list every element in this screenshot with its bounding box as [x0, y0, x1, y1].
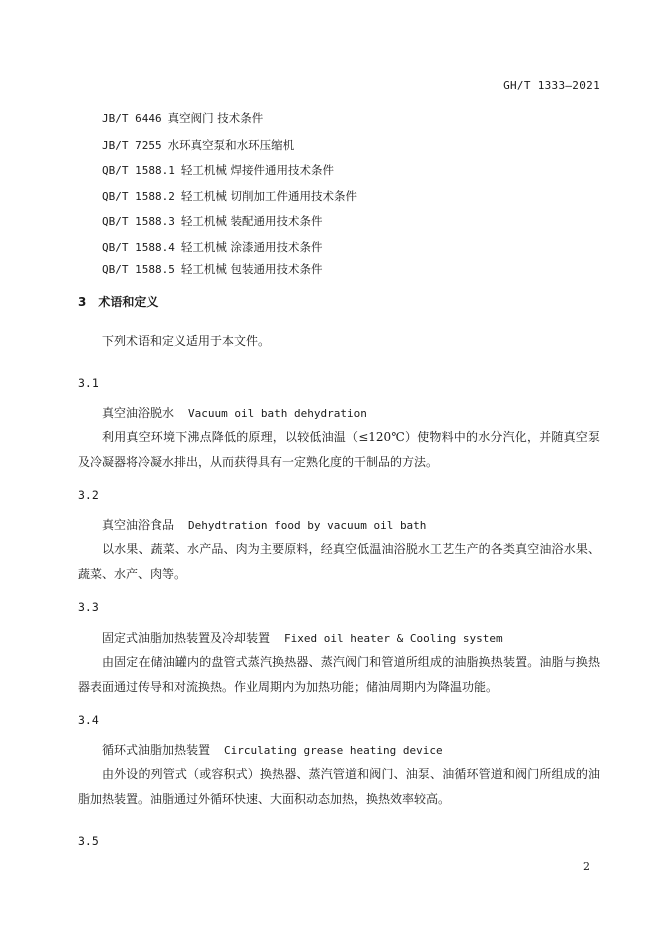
term-zh: 真空油浴食品: [102, 518, 175, 532]
reference-code: JB/T 6446: [102, 112, 162, 125]
section-number: 3: [78, 295, 87, 309]
reference-item: [102, 239, 323, 255]
term-number: 3.5: [78, 834, 99, 848]
intro-paragraph: 下列术语和定义适用于本文件。: [102, 334, 271, 348]
term-number: 3.2: [78, 488, 99, 502]
term-en: Fixed oil heater & Cooling system: [284, 632, 503, 645]
reference-item: [102, 110, 263, 126]
term-en: Circulating grease heating device: [224, 744, 443, 757]
term-definition: 由固定在储油罐内的盘管式蒸汽换热器、蒸汽阀门和管道所组成的油脂换热装置。油脂与换热器表面通过传导和对流换热。作业周期内为加热功能；储油周期内为降温功能。: [78, 655, 600, 694]
term-title: [102, 741, 443, 758]
reference-item: [102, 137, 294, 153]
reference-code: QB/T 1588.5: [102, 263, 175, 276]
reference-title: 水环真空泵和水环压缩机: [167, 138, 295, 152]
reference-title: 真空阀门 技术条件: [167, 111, 264, 125]
reference-item: [102, 261, 323, 277]
term-en: Vacuum oil bath dehydration: [188, 407, 367, 420]
term-title: [102, 516, 426, 533]
reference-title: 轻工机械 切削加工件通用技术条件: [180, 189, 358, 203]
reference-code: QB/T 1588.3: [102, 215, 175, 228]
term-zh: 循环式油脂加热装置: [102, 743, 211, 757]
reference-code: JB/T 7255: [102, 139, 162, 152]
term-number: 3.1: [78, 376, 99, 390]
term-number: 3.4: [78, 713, 99, 727]
term-definition: 由外设的列管式（或容积式）换热器、蒸汽管道和阀门、油泵、油循环管道和阀门所组成的油脂加热装置。油脂通过外循环快速、大面积动态加热，换热效率较高。: [78, 767, 600, 806]
page-number: 2: [583, 860, 590, 873]
term-en: Dehydtration food by vacuum oil bath: [188, 519, 427, 532]
reference-title: 轻工机械 装配通用技术条件: [180, 214, 323, 228]
term-definition: 利用真空环境下沸点降低的原理，以较低油温（≤120℃）使物料中的水分汽化，并随真空泵及冷凝器将冷凝水排出，从而获得具有一定熟化度的干制品的方法。: [78, 430, 600, 469]
reference-title: 轻工机械 包装通用技术条件: [180, 262, 323, 276]
reference-title: 轻工机械 涂漆通用技术条件: [180, 240, 323, 254]
term-zh: 真空油浴脱水: [102, 406, 175, 420]
reference-item: [102, 162, 334, 178]
reference-code: QB/T 1588.1: [102, 164, 175, 177]
term-title: [102, 404, 367, 421]
reference-title: 轻工机械 焊接件通用技术条件: [180, 163, 335, 177]
term-number: 3.3: [78, 600, 99, 614]
section-title: 术语和定义: [98, 295, 159, 309]
reference-item: [102, 213, 323, 229]
section-heading: [78, 293, 158, 310]
standard-code-header: GH/T 1333—2021: [503, 79, 600, 92]
reference-code: QB/T 1588.2: [102, 190, 175, 203]
reference-code: QB/T 1588.4: [102, 241, 175, 254]
reference-item: [102, 188, 357, 204]
term-title: [102, 629, 503, 646]
term-definition: 以水果、蔬菜、水产品、肉为主要原料，经真空低温油浴脱水工艺生产的各类真空油浴水果、蔬菜、水产、肉等。: [78, 542, 600, 581]
term-zh: 固定式油脂加热装置及冷却装置: [102, 631, 271, 645]
